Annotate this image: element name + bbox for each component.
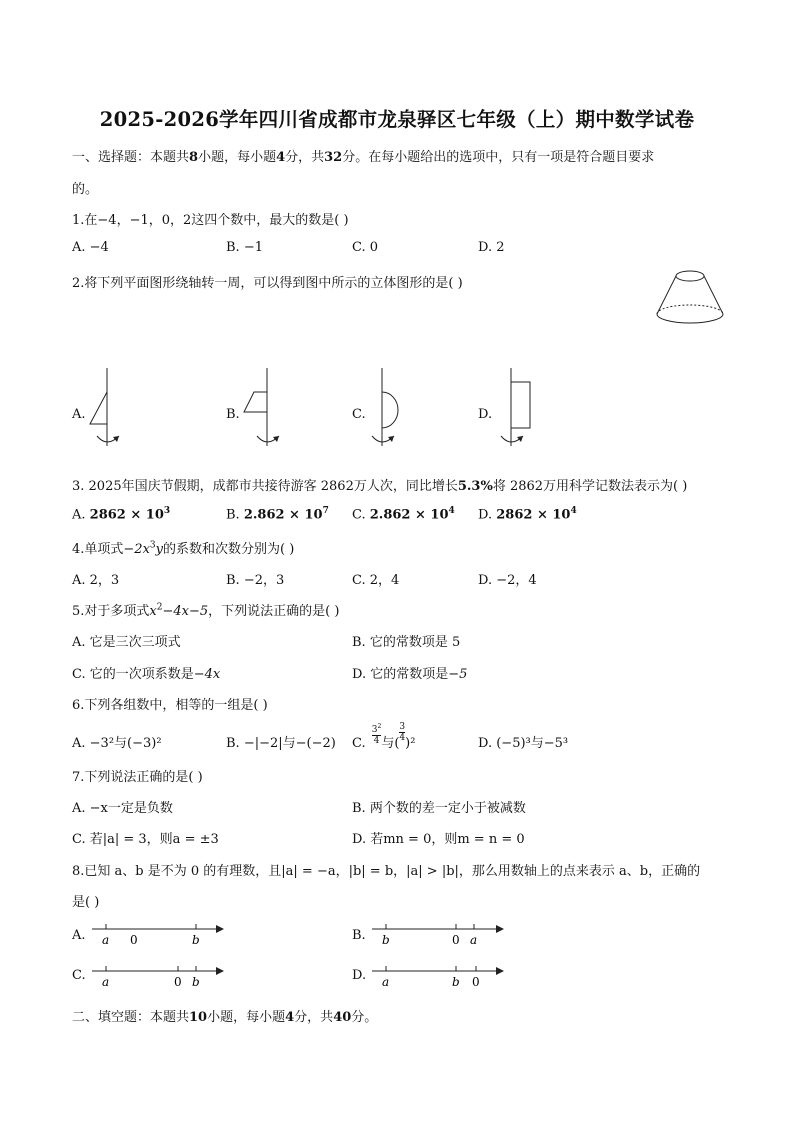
q7-option-d: D. 若mn = 0，则m = n = 0 xyxy=(352,832,525,847)
q4-stem: 4.单项式$-2x^3y$的系数和次数分别为( ) xyxy=(72,540,295,557)
q3-option-a: A. $2862 \times 10^3$ xyxy=(72,506,171,523)
svg-text:a: a xyxy=(102,975,110,989)
q7-option-a: A. −x一定是负数 xyxy=(72,801,173,816)
q8-option-c: C. xyxy=(72,968,86,983)
svg-text:0: 0 xyxy=(174,975,182,989)
q3-option-d: D. $2862 \times 10^4$ xyxy=(478,506,577,523)
frustum-figure xyxy=(650,266,730,330)
q6-option-c: C. $\frac{3^2}{4}$ 与( $\frac{3}{4}$ )² xyxy=(352,722,416,751)
q4-option-d: D. −2，4 xyxy=(478,573,537,588)
q8-option-a: A. xyxy=(72,928,86,943)
q2-figure-d xyxy=(494,364,544,454)
section1-heading-cont: 的。 xyxy=(72,182,99,197)
svg-text:0: 0 xyxy=(130,933,138,947)
svg-text:a: a xyxy=(382,975,390,989)
section2-heading: 二、填空题：本题共10小题，每小题4分，共40分。 xyxy=(72,1010,378,1025)
q2-option-c: C. xyxy=(352,407,366,422)
q2-stem: 2.将下列平面图形绕轴转一周，可以得到图中所示的立体图形的是( ) xyxy=(72,276,463,291)
svg-text:a: a xyxy=(102,933,110,947)
q6-stem: 6.下列各组数中，相等的一组是( ) xyxy=(72,698,268,713)
q1-option-d: D. 2 xyxy=(478,240,505,255)
q5-option-a: A. 它是三次三项式 xyxy=(72,635,181,650)
svg-text:0: 0 xyxy=(472,975,480,989)
q5-option-d: D. 它的常数项是−5 xyxy=(352,667,468,682)
q2-figure-a xyxy=(84,364,134,454)
q3-stem: 3. 2025年国庆节假期，成都市共接待游客 2862万人次，同比增长5.3%将 2862万用科学记数法表示为( ) xyxy=(72,479,688,494)
q2-figure-c xyxy=(364,364,414,454)
svg-text:a: a xyxy=(470,933,478,947)
q2-figure-b xyxy=(238,364,288,454)
svg-text:b: b xyxy=(192,975,200,989)
q7-stem: 7.下列说法正确的是( ) xyxy=(72,770,203,785)
q5-stem: 5.对于多项式$x^2-4x-5$，下列说法正确的是( ) xyxy=(72,602,340,619)
q2-option-a: A. xyxy=(72,407,86,422)
q4-option-c: C. 2，4 xyxy=(352,573,400,588)
q7-option-c: C. 若|a| = 3，则a = ±3 xyxy=(72,832,219,847)
q8-numberline-a xyxy=(88,918,228,950)
q4-option-b: B. −2，3 xyxy=(226,573,285,588)
q3-option-b: B. $2.862 \times 10^7$ xyxy=(226,506,329,523)
q4-option-a: A. 2，3 xyxy=(72,573,120,588)
q8-numberline-c xyxy=(88,960,228,992)
q3-option-c: C. $2.862 \times 10^4$ xyxy=(352,506,455,523)
q8-option-b: B. xyxy=(352,928,366,943)
q1-stem: 1.在−4，−1，0，2这四个数中，最大的数是( ) xyxy=(72,213,349,228)
svg-text:0: 0 xyxy=(452,933,460,947)
svg-text:b: b xyxy=(382,933,390,947)
page-title: 2025-2026学年四川省成都市龙泉驿区七年级（上）期中数学试卷 xyxy=(99,108,695,131)
q8-numberline-b xyxy=(368,918,508,950)
q2-option-d: D. xyxy=(478,407,493,422)
q8-option-d: D. xyxy=(352,968,367,983)
section1-heading: 一、选择题：本题共8小题，每小题4分，共32分。在每小题给出的选项中，只有一项是符合题目要求 xyxy=(72,150,655,165)
q8-stem: 8.已知 a、b 是不为 0 的有理数，且|a| = −a，|b| = b，|a| > |b|，那么用数轴上的点来表示 a、b，正确的 xyxy=(72,864,701,879)
q1-option-a: A. −4 xyxy=(72,240,109,255)
svg-text:b: b xyxy=(452,975,460,989)
q5-option-c: C. 它的一次项系数是−4x xyxy=(72,667,221,682)
q1-option-b: B. −1 xyxy=(226,240,263,255)
svg-text:b: b xyxy=(192,933,200,947)
q6-option-d: D. (−5)³与−5³ xyxy=(478,736,569,751)
q5-option-b: B. 它的常数项是 5 xyxy=(352,635,461,650)
q8-stem-cont: 是( ) xyxy=(72,895,100,910)
q1-option-c: C. 0 xyxy=(352,240,379,255)
q6-option-a: A. −3²与(−3)² xyxy=(72,736,162,751)
q7-option-b: B. 两个数的差一定小于被减数 xyxy=(352,801,526,816)
q6-option-b: B. −|−2|与−(−2) xyxy=(226,736,336,751)
q2-option-b: B. xyxy=(226,407,240,422)
q8-numberline-d xyxy=(368,960,508,992)
